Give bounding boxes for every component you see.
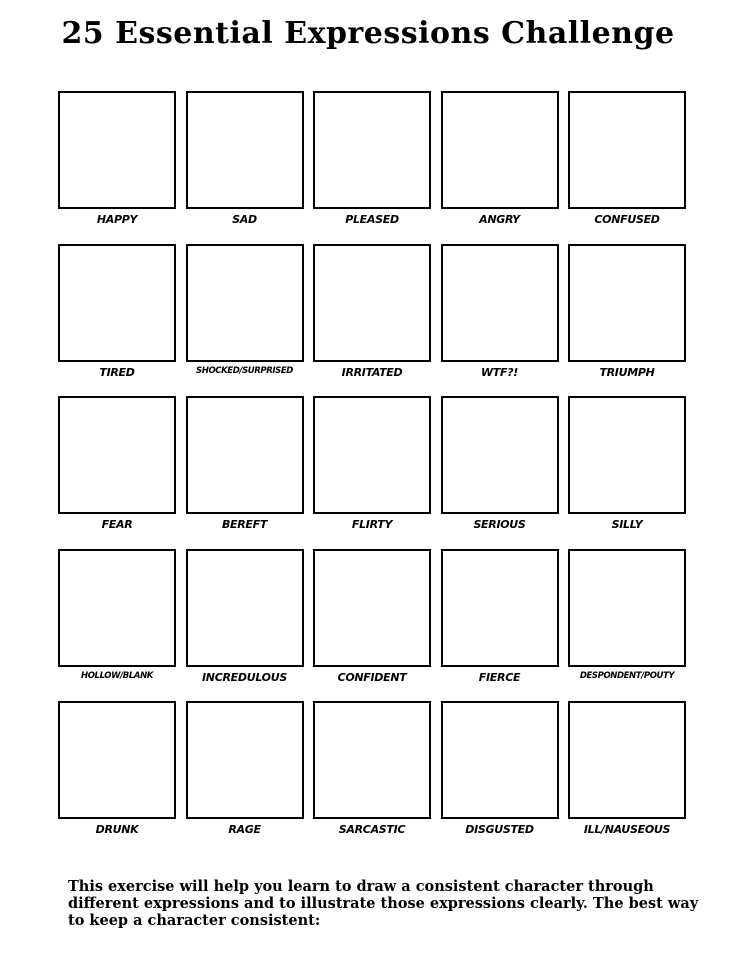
expression-label: IRRITATED — [341, 365, 403, 379]
expression-cell — [568, 244, 686, 397]
expression-label: SARCASTIC — [338, 823, 406, 836]
expression-cell — [441, 396, 559, 549]
drawing-box[interactable] — [313, 396, 431, 514]
expression-label: DISGUSTED — [465, 823, 534, 836]
expression-cell — [58, 91, 176, 244]
drawing-box[interactable] — [568, 549, 686, 667]
expression-label: DESPONDENT/POUTY — [579, 670, 675, 681]
drawing-box[interactable] — [568, 701, 686, 819]
drawing-box[interactable] — [186, 91, 304, 209]
expression-cell — [441, 91, 559, 244]
expression-cell — [58, 244, 176, 397]
expression-label: TRIUMPH — [599, 365, 655, 379]
expression-cell — [568, 396, 686, 549]
drawing-box[interactable] — [186, 244, 304, 362]
expression-label: SAD — [232, 213, 257, 226]
expression-label: BEREFT — [221, 518, 268, 531]
expression-cell — [441, 701, 559, 854]
page-title: 25 Essential Expressions Challenge — [61, 16, 675, 51]
drawing-box[interactable] — [441, 396, 559, 514]
expression-cell — [186, 91, 304, 244]
drawing-box[interactable] — [58, 91, 176, 209]
expression-label: SHOCKED/SURPRISED — [196, 365, 293, 376]
expression-cell — [313, 244, 431, 397]
intro-paragraph: This exercise will help you learn to draw a consistent character through different expressions and to illustrate those expressions clearly. The best way to keep a character consistent: — [68, 878, 699, 929]
drawing-box[interactable] — [441, 549, 559, 667]
expression-cell — [313, 91, 431, 244]
expression-cell — [186, 244, 304, 397]
expression-cell — [441, 549, 559, 702]
drawing-box[interactable] — [568, 396, 686, 514]
expression-label: HAPPY — [96, 213, 138, 226]
drawing-box[interactable] — [186, 549, 304, 667]
expression-label: FLIRTY — [351, 518, 393, 531]
expression-cell — [313, 701, 431, 854]
expression-label: ANGRY — [479, 213, 520, 226]
expression-grid — [58, 91, 690, 854]
drawing-box[interactable] — [568, 244, 686, 362]
expression-label: CONFIDENT — [337, 670, 407, 684]
expression-label: INCREDULOUS — [202, 670, 287, 684]
expression-cell — [186, 549, 304, 702]
expression-cell — [186, 396, 304, 549]
expression-label: CONFUSED — [594, 213, 660, 226]
drawing-box[interactable] — [313, 91, 431, 209]
expression-cell — [58, 549, 176, 702]
expression-cell — [568, 549, 686, 702]
drawing-box[interactable] — [58, 549, 176, 667]
expression-cell — [441, 244, 559, 397]
drawing-box[interactable] — [441, 701, 559, 819]
drawing-box[interactable] — [313, 244, 431, 362]
drawing-box[interactable] — [58, 396, 176, 514]
drawing-box[interactable] — [313, 549, 431, 667]
drawing-box[interactable] — [441, 91, 559, 209]
expression-label: SILLY — [611, 518, 643, 531]
expression-label: TIRED — [99, 365, 135, 379]
expression-label: SERIOUS — [473, 518, 526, 531]
drawing-box[interactable] — [568, 91, 686, 209]
expression-label: ILL/NAUSEOUS — [583, 823, 671, 836]
expression-label: WTF?! — [480, 365, 519, 379]
expression-label: FIERCE — [478, 670, 521, 684]
expression-label: FEAR — [101, 518, 133, 531]
expression-cell — [58, 701, 176, 854]
expression-label: PLEASED — [345, 213, 399, 226]
expression-label: RAGE — [228, 823, 261, 836]
expression-cell — [313, 396, 431, 549]
expression-label: HOLLOW/BLANK — [81, 670, 153, 681]
drawing-box[interactable] — [58, 244, 176, 362]
expression-cell — [568, 701, 686, 854]
drawing-box[interactable] — [441, 244, 559, 362]
expression-cell — [313, 549, 431, 702]
drawing-box[interactable] — [186, 396, 304, 514]
drawing-box[interactable] — [186, 701, 304, 819]
expression-cell — [58, 396, 176, 549]
expression-cell — [568, 91, 686, 244]
drawing-box[interactable] — [58, 701, 176, 819]
expression-cell — [186, 701, 304, 854]
expression-label: DRUNK — [95, 823, 139, 836]
drawing-box[interactable] — [313, 701, 431, 819]
